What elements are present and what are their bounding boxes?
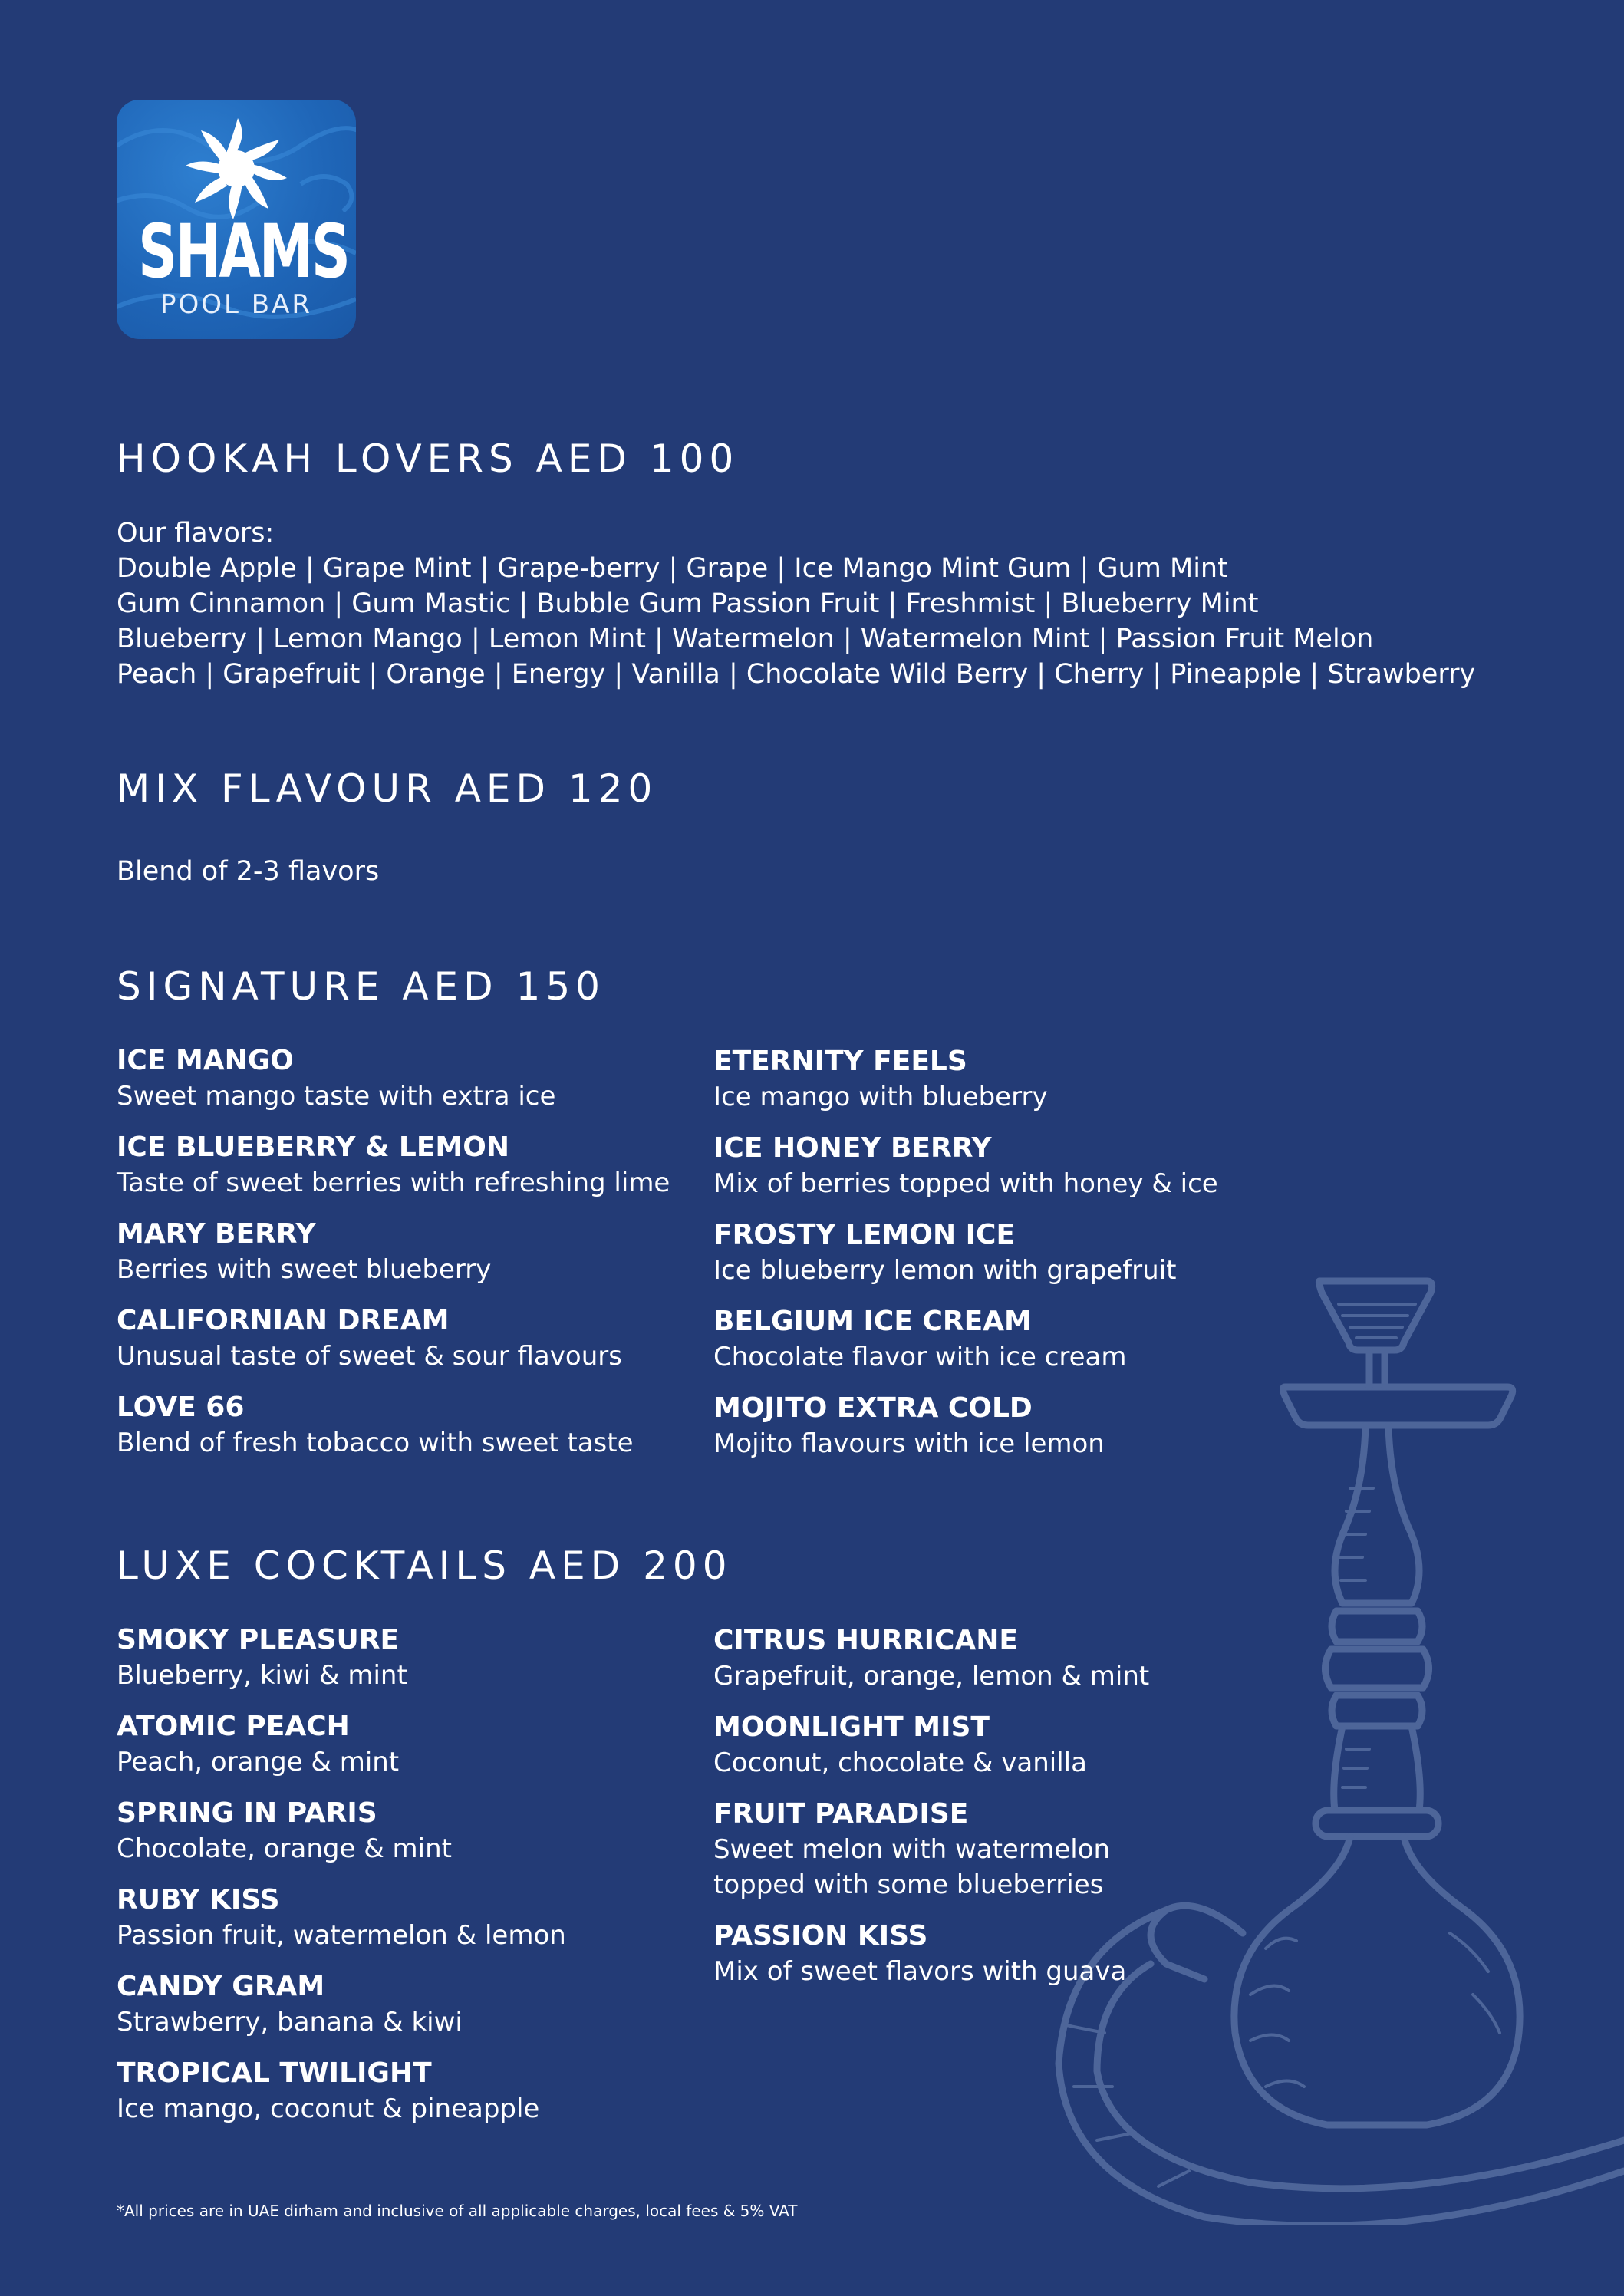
menu-item [117, 1303, 700, 1374]
flavors-line-1: Double Apple | Grape Mint | Grape-berry | Grape | Ice Mango Mint Gum | Gum Mint [117, 553, 1228, 584]
hookah-lovers-title: HOOKAH LOVERS AED 100 [117, 436, 740, 481]
menu-item [713, 1797, 1296, 1902]
item-description: Chocolate, orange & mint [117, 1833, 452, 1864]
menu-item [713, 1044, 1296, 1115]
item-name: SMOKY PLEASURE [117, 1624, 400, 1655]
item-description: Taste of sweet berries with refreshing lime [117, 1168, 670, 1198]
logo-brand-text: SHAMS [138, 209, 349, 295]
luxe-right-column [713, 1623, 1296, 2005]
item-name: ICE MANGO [117, 1045, 294, 1076]
menu-item [713, 1391, 1296, 1461]
flavors-intro: Our flavors: [117, 518, 275, 548]
menu-item [117, 1796, 700, 1866]
item-description: Passion fruit, watermelon & lemon [117, 1920, 566, 1951]
sun-icon [183, 115, 290, 222]
menu-item [713, 1919, 1296, 1989]
item-name: SPRING IN PARIS [117, 1797, 377, 1829]
item-name: ETERNITY FEELS [713, 1046, 967, 1077]
menu-item [713, 1710, 1296, 1780]
item-description: Grapefruit, orange, lemon & mint [713, 1661, 1150, 1692]
menu-item [713, 1217, 1296, 1288]
item-name: TROPICAL TWILIGHT [117, 2057, 432, 2089]
menu-item [117, 1622, 700, 1693]
item-name: CALIFORNIAN DREAM [117, 1305, 450, 1336]
item-description: Ice blueberry lemon with grapefruit [713, 1255, 1177, 1286]
item-name: CITRUS HURRICANE [713, 1625, 1018, 1656]
item-description: Sweet mango taste with extra ice [117, 1081, 556, 1112]
luxe-left-column [117, 1622, 700, 2143]
item-name: PASSION KISS [713, 1920, 928, 1952]
menu-item [117, 1043, 700, 1114]
item-description: Strawberry, banana & kiwi [117, 2007, 463, 2037]
vat-footnote: *All prices are in UAE dirham and inclusive of all applicable charges, local fees & 5% VAT [117, 2202, 798, 2220]
item-name: MOONLIGHT MIST [713, 1711, 990, 1743]
shams-pool-bar-logo [117, 100, 356, 339]
item-name: MOJITO EXTRA COLD [713, 1392, 1033, 1424]
item-description: Berries with sweet blueberry [117, 1254, 492, 1285]
flavors-line-4: Peach | Grapefruit | Orange | Energy | Vanilla | Chocolate Wild Berry | Cherry | Pineapple | Strawberry [117, 659, 1476, 690]
item-description-continued: topped with some blueberries [713, 1869, 1104, 1900]
luxe-cocktails-title: LUXE COCKTAILS AED 200 [117, 1543, 733, 1588]
item-description: Ice mango, coconut & pineapple [117, 2093, 540, 2124]
signature-left-column [117, 1043, 700, 1477]
flavors-line-2: Gum Cinnamon | Gum Mastic | Bubble Gum Passion Fruit | Freshmist | Blueberry Mint [117, 588, 1259, 619]
mix-flavour-description: Blend of 2-3 flavors [117, 856, 380, 887]
signature-right-column [713, 1044, 1296, 1477]
signature-title: SIGNATURE AED 150 [117, 964, 605, 1009]
flavors-line-3: Blueberry | Lemon Mango | Lemon Mint | Watermelon | Watermelon Mint | Passion Fruit Melon [117, 624, 1374, 654]
item-name: RUBY KISS [117, 1884, 280, 1916]
menu-item [713, 1304, 1296, 1375]
item-description: Chocolate flavor with ice cream [713, 1342, 1127, 1372]
item-name: ICE HONEY BERRY [713, 1132, 992, 1164]
menu-item [117, 1969, 700, 2040]
item-name: FROSTY LEMON ICE [713, 1219, 1016, 1250]
mix-flavour-title: MIX FLAVOUR AED 120 [117, 766, 658, 811]
menu-item [117, 1217, 700, 1287]
item-description: Peach, orange & mint [117, 1747, 400, 1777]
item-description: Blueberry, kiwi & mint [117, 1660, 407, 1691]
item-description: Ice mango with blueberry [713, 1082, 1048, 1112]
item-description: Mix of berries topped with honey & ice [713, 1168, 1218, 1199]
item-description: Mojito flavours with ice lemon [713, 1428, 1105, 1459]
menu-item [117, 1709, 700, 1780]
item-name: MARY BERRY [117, 1218, 316, 1250]
item-name: ATOMIC PEACH [117, 1711, 350, 1742]
menu-item [117, 1130, 700, 1201]
item-description: Blend of fresh tobacco with sweet taste [117, 1428, 634, 1458]
item-description: Sweet melon with watermelon [713, 1834, 1111, 1865]
menu-item [713, 1131, 1296, 1201]
item-name: LOVE 66 [117, 1392, 245, 1423]
item-description: Coconut, chocolate & vanilla [713, 1748, 1087, 1778]
item-name: CANDY GRAM [117, 1971, 325, 2002]
item-name: BELGIUM ICE CREAM [713, 1306, 1032, 1337]
menu-item [117, 2056, 700, 2126]
item-description: Mix of sweet flavors with guava [713, 1956, 1127, 1987]
logo-subtitle: POOL BAR [160, 289, 312, 320]
menu-item [117, 1390, 700, 1461]
item-description: Unusual taste of sweet & sour flavours [117, 1341, 622, 1372]
menu-item [713, 1623, 1296, 1694]
menu-item [117, 1883, 700, 1953]
item-name: FRUIT PARADISE [713, 1798, 969, 1830]
item-name: ICE BLUEBERRY & LEMON [117, 1132, 509, 1163]
